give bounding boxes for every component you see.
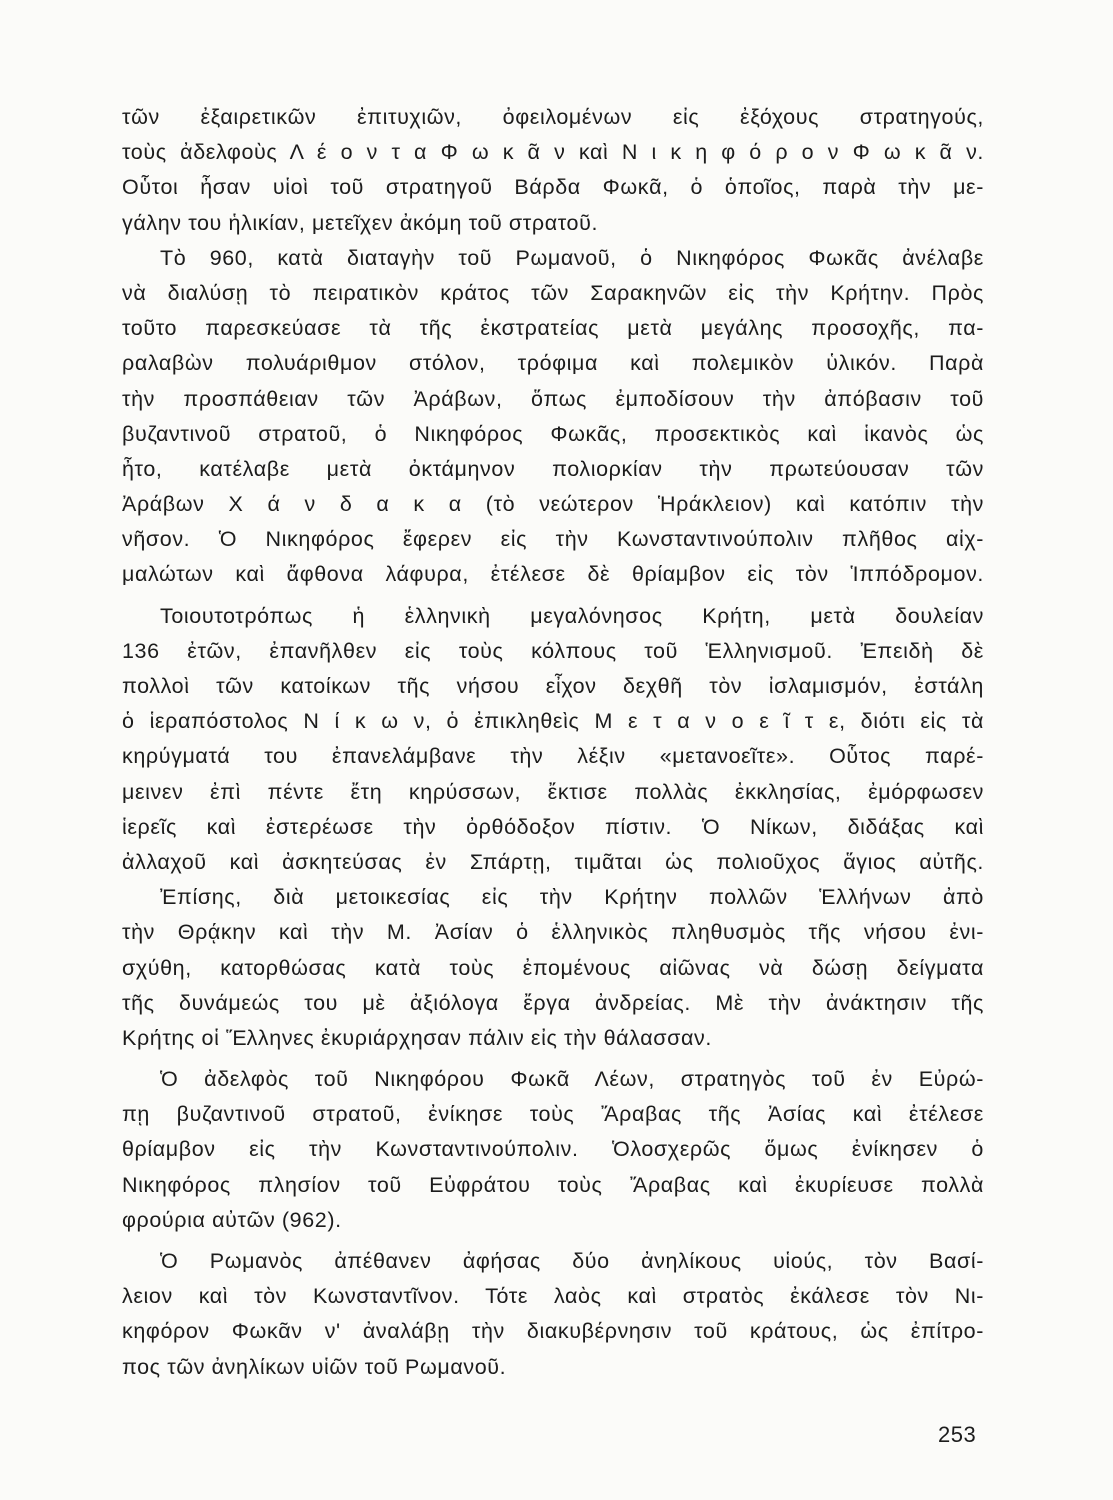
text-line: γάλην του ἡλικίαν, μετεῖχεν ἀκόμη τοῦ στρατοῦ. (122, 210, 599, 235)
text-line: πος τῶν ἀνηλίκων υἱῶν τοῦ Ρωμανοῦ. (122, 1354, 507, 1379)
text-line: Τὸ 960, κατὰ διαταγὴν τοῦ Ρωμανοῦ, ὁ Νικηφόρος Φωκᾶς ἀνέλαβε (160, 245, 984, 270)
text-line: ὁ ἱεραπόστολος Ν ί κ ω ν, ὁ ἐπικληθεὶς Μ ε τ α ν ο ε ῖ τ ε, διότι εἰς τὰ (122, 709, 984, 734)
text-line: λειον καὶ τὸν Κωνσταντῖνον. Τότε λαὸς καὶ στρατὸς ἐκάλεσε τὸν Νι- (122, 1284, 984, 1309)
text-line: Ὁ Ρωμανὸς ἀπέθανεν ἀφήσας δύο ἀνηλίκους υἱούς, τὸν Βασί- (160, 1249, 984, 1273)
text-line: μεινεν ἐπὶ πέντε ἔτη κηρύσσων, ἔκτισε πολλὰς ἐκκλησίας, ἐμόρφωσεν (122, 779, 984, 804)
text-line: ραλαβὼν πολυάριθμον στόλον, τρόφιμα καὶ πολεμικὸν ὑλικόν. Παρὰ (122, 351, 984, 376)
text-line: Τοιουτοτρόπως ἡ ἑλληνικὴ μεγαλόνησος Κρήτη, μετὰ δουλείαν (160, 603, 984, 628)
text-line: θρίαμβον εἰς τὴν Κωνσταντινούπολιν. Ὁλοσχερῶς ὅμως ἐνίκησεν ὁ (122, 1137, 984, 1162)
text-line: τοὺς ἀδελφοὺς Λ έ ο ν τ α Φ ω κ ᾶ ν καὶ Ν ι κ η φ ό ρ ο ν Φ ω κ ᾶ ν. (122, 140, 984, 165)
text-line: Νικηφόρος πλησίον τοῦ Εὐφράτου τοὺς Ἄραβας καὶ ἐκυρίευσε πολλὰ (122, 1172, 984, 1197)
text-line: τοῦτο παρεσκεύασε τὰ τῆς ἐκστρατείας μετὰ μεγάλης προσοχῆς, πα- (122, 316, 984, 341)
text-line: ἀλλαχοῦ καὶ ἀσκητεύσας ἐν Σπάρτῃ, τιμᾶται ὡς πολιοῦχος ἅγιος αὐτῆς. (122, 849, 984, 874)
text-line: τῶν ἐξαιρετικῶν ἐπιτυχιῶν, ὀφειλομένων εἰς ἐξόχους στρατηγούς, (122, 105, 984, 129)
text-line: ἱερεῖς καὶ ἐστερέωσε τὴν ὀρθόδοξον πίστιν. Ὁ Νίκων, διδάξας καὶ (122, 814, 984, 839)
text-line: τὴν Θρᾴκην καὶ τὴν Μ. Ἀσίαν ὁ ἑλληνικὸς πληθυσμὸς τῆς νήσου ἐνι- (122, 920, 984, 945)
text-line: κηφόρον Φωκᾶν ν' ἀναλάβῃ τὴν διακυβέρνησιν τοῦ κράτους, ὡς ἐπίτρο- (122, 1319, 984, 1344)
text-line: νῆσον. Ὁ Νικηφόρος ἔφερεν εἰς τὴν Κωνσταντινούπολιν πλῆθος αἰχ- (122, 527, 984, 552)
text-line: τὴν προσπάθειαν τῶν Ἀράβων, ὅπως ἐμποδίσουν τὴν ἀπόβασιν τοῦ (122, 386, 984, 411)
body-text (122, 100, 984, 1385)
text-line: βυζαντινοῦ στρατοῦ, ὁ Νικηφόρος Φωκᾶς, προσεκτικὸς καὶ ἱκανὸς ὡς (122, 421, 984, 446)
text-line: Ἀράβων Χ ά ν δ α κ α (τὸ νεώτερον Ἡράκλειον) καὶ κατόπιν τὴν (122, 492, 984, 517)
text-line: Ἐπίσης, διὰ μετοικεσίας εἰς τὴν Κρήτην πολλῶν Ἑλλήνων ἀπὸ (160, 885, 984, 910)
text-line: πῃ βυζαντινοῦ στρατοῦ, ἐνίκησε τοὺς Ἄραβας τῆς Ἀσίας καὶ ἐτέλεσε (122, 1102, 984, 1127)
text-line: ἦτο, κατέλαβε μετὰ ὀκτάμηνον πολιορκίαν τὴν πρωτεύουσαν τῶν (122, 456, 984, 481)
text-line: Κρήτης οἱ Ἕλληνες ἐκυριάρχησαν πάλιν εἰς τὴν θάλασσαν. (122, 1025, 712, 1050)
text-line: σχύθη, κατορθώσας κατὰ τοὺς ἐπομένους αἰῶνας νὰ δώσῃ δείγματα (122, 955, 984, 980)
text-line: 136 ἐτῶν, ἐπανῆλθεν εἰς τοὺς κόλπους τοῦ Ἑλληνισμοῦ. Ἐπειδὴ δὲ (122, 638, 984, 663)
page-number: 253 (938, 1422, 977, 1447)
text-line: φρούρια αὐτῶν (962). (122, 1207, 342, 1232)
text-line: Ὁ ἀδελφὸς τοῦ Νικηφόρου Φωκᾶ Λέων, στρατηγὸς τοῦ ἐν Εὐρώ- (160, 1067, 984, 1092)
text-line: τῆς δυνάμεώς του μὲ ἀξιόλογα ἔργα ἀνδρείας. Μὲ τὴν ἀνάκτησιν τῆς (122, 990, 984, 1015)
text-line: μαλώτων καὶ ἄφθονα λάφυρα, ἐτέλεσε δὲ θρίαμβον εἰς τὸν Ἱππόδρομον. (122, 562, 984, 587)
text-line: πολλοὶ τῶν κατοίκων τῆς νήσου εἶχον δεχθῆ τὸν ἰσλαμισμόν, ἐστάλη (122, 674, 984, 698)
text-line: Οὗτοι ἦσαν υἱοὶ τοῦ στρατηγοῦ Βάρδα Φωκᾶ, ὁ ὁποῖος, παρὰ τὴν με- (122, 175, 984, 200)
text-line: νὰ διαλύσῃ τὸ πειρατικὸν κράτος τῶν Σαρακηνῶν εἰς τὴν Κρήτην. Πρὸς (122, 280, 984, 305)
text-line: κηρύγματά του ἐπανελάμβανε τὴν λέξιν «μετανοεῖτε». Οὗτος παρέ- (122, 744, 984, 769)
